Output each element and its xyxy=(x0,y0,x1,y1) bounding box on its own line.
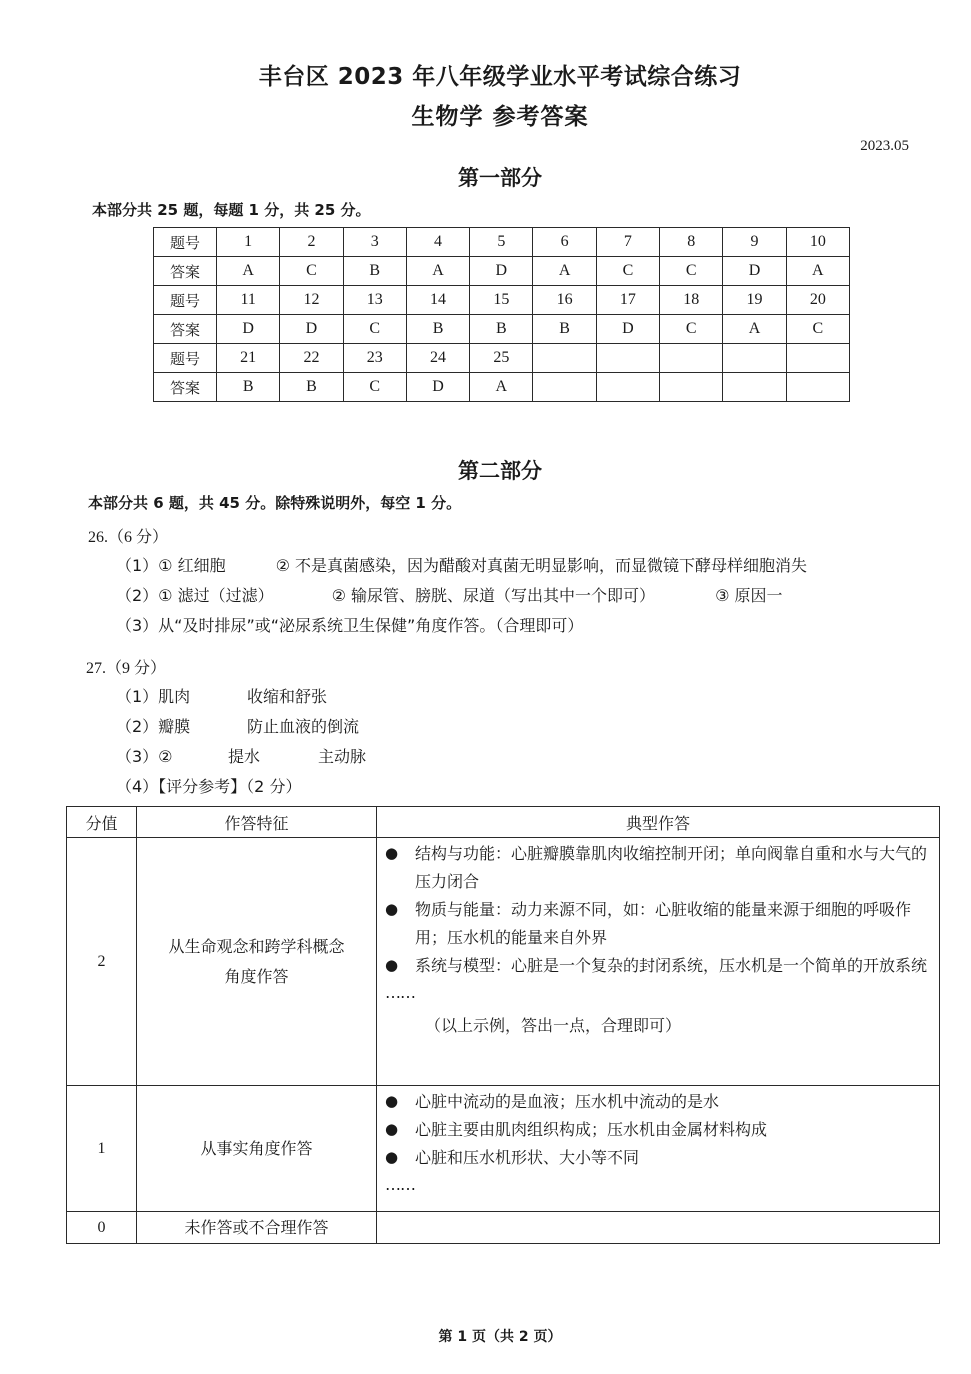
document-title: 丰台区 2023 年八年级学业水平考试综合练习 xyxy=(258,64,742,90)
document-date: 2023.05 xyxy=(860,138,909,154)
q27-3-answer-2: 提水 xyxy=(228,747,261,766)
mc-answer: D xyxy=(280,315,343,344)
mc-answer: A xyxy=(217,257,280,286)
mc-question-number: 15 xyxy=(470,286,533,315)
mc-question-number: 23 xyxy=(343,344,406,373)
q26-line-1 xyxy=(116,553,807,576)
mc-question-number: 6 xyxy=(533,228,596,257)
mc-question-number: 13 xyxy=(343,286,406,315)
mc-row-label: 题号 xyxy=(154,344,217,373)
mc-question-number-row xyxy=(154,228,850,257)
q26-line-2 xyxy=(116,583,783,606)
mc-question-number: 12 xyxy=(280,286,343,315)
mc-answer: C xyxy=(280,257,343,286)
rubric-typical-answers-empty xyxy=(377,1212,940,1244)
rubric-header-typical-answer: 典型作答 xyxy=(377,807,940,838)
rubric-header-score: 分值 xyxy=(67,807,137,838)
mc-answer: A xyxy=(406,257,469,286)
mc-question-number: 3 xyxy=(343,228,406,257)
q26-2-answer-3: ③ 原因一 xyxy=(715,586,783,605)
mc-question-number-row xyxy=(154,344,850,373)
mc-answer: D xyxy=(470,257,533,286)
q26-heading: 26.（6 分） xyxy=(88,529,169,546)
mc-answer: D xyxy=(723,257,786,286)
mc-answer: B xyxy=(406,315,469,344)
mc-question-number: 25 xyxy=(470,344,533,373)
page-number: 第 1 页（共 2 页） xyxy=(438,1329,562,1345)
mc-answer: C xyxy=(660,257,723,286)
mc-answer: C xyxy=(596,257,659,286)
mc-question-number: 18 xyxy=(660,286,723,315)
mc-answer-row xyxy=(154,373,850,402)
mc-question-number xyxy=(596,344,659,373)
mc-question-number-row xyxy=(154,286,850,315)
q27-line-1 xyxy=(116,684,327,707)
mc-row-label: 题号 xyxy=(154,286,217,315)
mc-question-number: 5 xyxy=(470,228,533,257)
rubric-answer-text: 物质与能量：动力来源不同，如：心脏收缩的能量来源于细胞的呼吸作用；压水机的能量来自外界 xyxy=(415,900,912,947)
rubric-typical-answers xyxy=(377,838,940,1086)
mc-question-number: 22 xyxy=(280,344,343,373)
mc-question-number: 11 xyxy=(217,286,280,315)
rubric-note: （以上示例，答出一点，合理即可） xyxy=(425,1016,682,1035)
mc-answer-row xyxy=(154,315,850,344)
mc-answer: C xyxy=(660,315,723,344)
rubric-answer-item xyxy=(385,896,931,952)
mc-answer: B xyxy=(533,315,596,344)
mc-answer: A xyxy=(533,257,596,286)
q27-1-answer-2: 收缩和舒张 xyxy=(247,687,328,706)
rubric-feature: 从事实角度作答 xyxy=(137,1086,377,1212)
mc-answer: A xyxy=(786,257,849,286)
rubric-row-score-1 xyxy=(67,1086,940,1212)
q27-line-3 xyxy=(116,744,366,767)
mc-answer xyxy=(786,373,849,402)
rubric-feature: 未作答或不合理作答 xyxy=(137,1212,377,1244)
q27-1-answer-1: （1）肌肉 xyxy=(116,687,191,706)
mc-question-number: 1 xyxy=(217,228,280,257)
q26-2-answer-2: ② 输尿管、膀胱、尿道（写出其中一个即可） xyxy=(331,586,656,605)
mc-question-number: 17 xyxy=(596,286,659,315)
q27-2-answer-2: 防止血液的倒流 xyxy=(247,717,360,736)
rubric-ellipsis: …… xyxy=(385,1175,415,1194)
mc-answer xyxy=(533,373,596,402)
rubric-row-score-0 xyxy=(67,1212,940,1244)
mc-row-label: 答案 xyxy=(154,373,217,402)
mc-question-number: 10 xyxy=(786,228,849,257)
mc-answer: B xyxy=(470,315,533,344)
mc-question-number: 8 xyxy=(660,228,723,257)
part2-intro: 本部分共 6 题，共 45 分。除特殊说明外，每空 1 分。 xyxy=(88,494,462,512)
rubric-feature-line: 从生命观念和跨学科概念 xyxy=(168,936,345,956)
mc-answer: A xyxy=(723,315,786,344)
q26-1-answer-2: ② 不是真菌感染，因为醋酸对真菌无明显影响，而显微镜下酵母样细胞消失 xyxy=(275,556,808,575)
bullet-icon: ● xyxy=(385,1120,399,1138)
mc-question-number: 14 xyxy=(406,286,469,315)
rubric-answer-text: 系统与模型：心脏是一个复杂的封闭系统，压水机是一个简单的开放系统 xyxy=(415,956,928,975)
mc-answer: C xyxy=(786,315,849,344)
rubric-feature-line: 角度作答 xyxy=(224,966,289,986)
mc-question-number: 16 xyxy=(533,286,596,315)
q27-line-2 xyxy=(116,714,359,737)
mc-question-number: 24 xyxy=(406,344,469,373)
rubric-score: 0 xyxy=(67,1212,137,1244)
rubric-typical-answers xyxy=(377,1086,940,1212)
rubric-answer-item xyxy=(385,1116,931,1144)
mc-row-label: 题号 xyxy=(154,228,217,257)
mc-answer: C xyxy=(343,315,406,344)
mc-answer: B xyxy=(343,257,406,286)
part2-title: 第二部分 xyxy=(458,459,542,483)
rubric-answer-item xyxy=(385,952,931,980)
mc-row-label: 答案 xyxy=(154,257,217,286)
mc-answer: B xyxy=(217,373,280,402)
rubric-answer-item xyxy=(385,1144,931,1172)
part1-title: 第一部分 xyxy=(458,166,542,190)
rubric-answer-item xyxy=(385,840,931,896)
mc-answer xyxy=(723,373,786,402)
rubric-answer-text: 结构与功能：心脏瓣膜靠肌肉收缩控制开闭；单向阀靠自重和水与大气的压力闭合 xyxy=(415,844,928,891)
bullet-icon: ● xyxy=(385,1148,399,1166)
q27-3-answer-1: （3）② xyxy=(116,747,173,766)
rubric-row-score-2 xyxy=(67,838,940,1086)
rubric-feature xyxy=(137,838,377,1086)
rubric-answer-text: 心脏和压水机形状、大小等不同 xyxy=(415,1148,640,1167)
scoring-rubric-table xyxy=(66,806,940,1244)
mc-answer: D xyxy=(217,315,280,344)
document-subtitle: 生物学 参考答案 xyxy=(411,104,589,130)
mc-answer: D xyxy=(596,315,659,344)
q27-2-answer-1: （2）瓣膜 xyxy=(116,717,191,736)
rubric-answer-item xyxy=(385,1088,931,1116)
mc-question-number: 20 xyxy=(786,286,849,315)
mc-question-number xyxy=(723,344,786,373)
mc-question-number: 7 xyxy=(596,228,659,257)
rubric-score: 2 xyxy=(67,838,137,1086)
mc-row-label: 答案 xyxy=(154,315,217,344)
mc-question-number xyxy=(660,344,723,373)
mc-question-number: 21 xyxy=(217,344,280,373)
mc-answer-row xyxy=(154,257,850,286)
mc-answer: A xyxy=(470,373,533,402)
part1-intro: 本部分共 25 题，每题 1 分，共 25 分。 xyxy=(92,201,371,219)
q27-heading: 27.（9 分） xyxy=(86,660,167,677)
mc-answer: C xyxy=(343,373,406,402)
rubric-score: 1 xyxy=(67,1086,137,1212)
bullet-icon: ● xyxy=(385,956,399,974)
mc-question-number: 4 xyxy=(406,228,469,257)
mc-answer xyxy=(660,373,723,402)
rubric-header-row xyxy=(67,807,940,838)
rubric-ellipsis: …… xyxy=(385,983,415,1002)
q27-3-answer-3: 主动脉 xyxy=(318,747,367,766)
mc-answer xyxy=(596,373,659,402)
mc-question-number: 2 xyxy=(280,228,343,257)
mc-answer: D xyxy=(406,373,469,402)
q27-4-heading: （4）【评分参考】（2 分） xyxy=(116,777,302,796)
rubric-header-feature: 作答特征 xyxy=(137,807,377,838)
q26-1-answer-1: （1）① 红细胞 xyxy=(116,556,226,575)
mc-question-number xyxy=(786,344,849,373)
rubric-answer-text: 心脏中流动的是血液；压水机中流动的是水 xyxy=(415,1092,720,1111)
bullet-icon: ● xyxy=(385,844,399,862)
mc-question-number: 9 xyxy=(723,228,786,257)
q26-3-answer: （3）从“及时排尿”或“泌尿系统卫生保健”角度作答。（合理即可） xyxy=(116,616,584,635)
bullet-icon: ● xyxy=(385,900,399,918)
bullet-icon: ● xyxy=(385,1092,399,1110)
rubric-answer-text: 心脏主要由肌肉组织构成；压水机由金属材料构成 xyxy=(415,1120,768,1139)
mc-question-number xyxy=(533,344,596,373)
mc-question-number: 19 xyxy=(723,286,786,315)
multiple-choice-answer-table xyxy=(153,227,850,402)
mc-answer: B xyxy=(280,373,343,402)
q26-2-answer-1: （2）① 滤过（过滤） xyxy=(116,586,274,605)
